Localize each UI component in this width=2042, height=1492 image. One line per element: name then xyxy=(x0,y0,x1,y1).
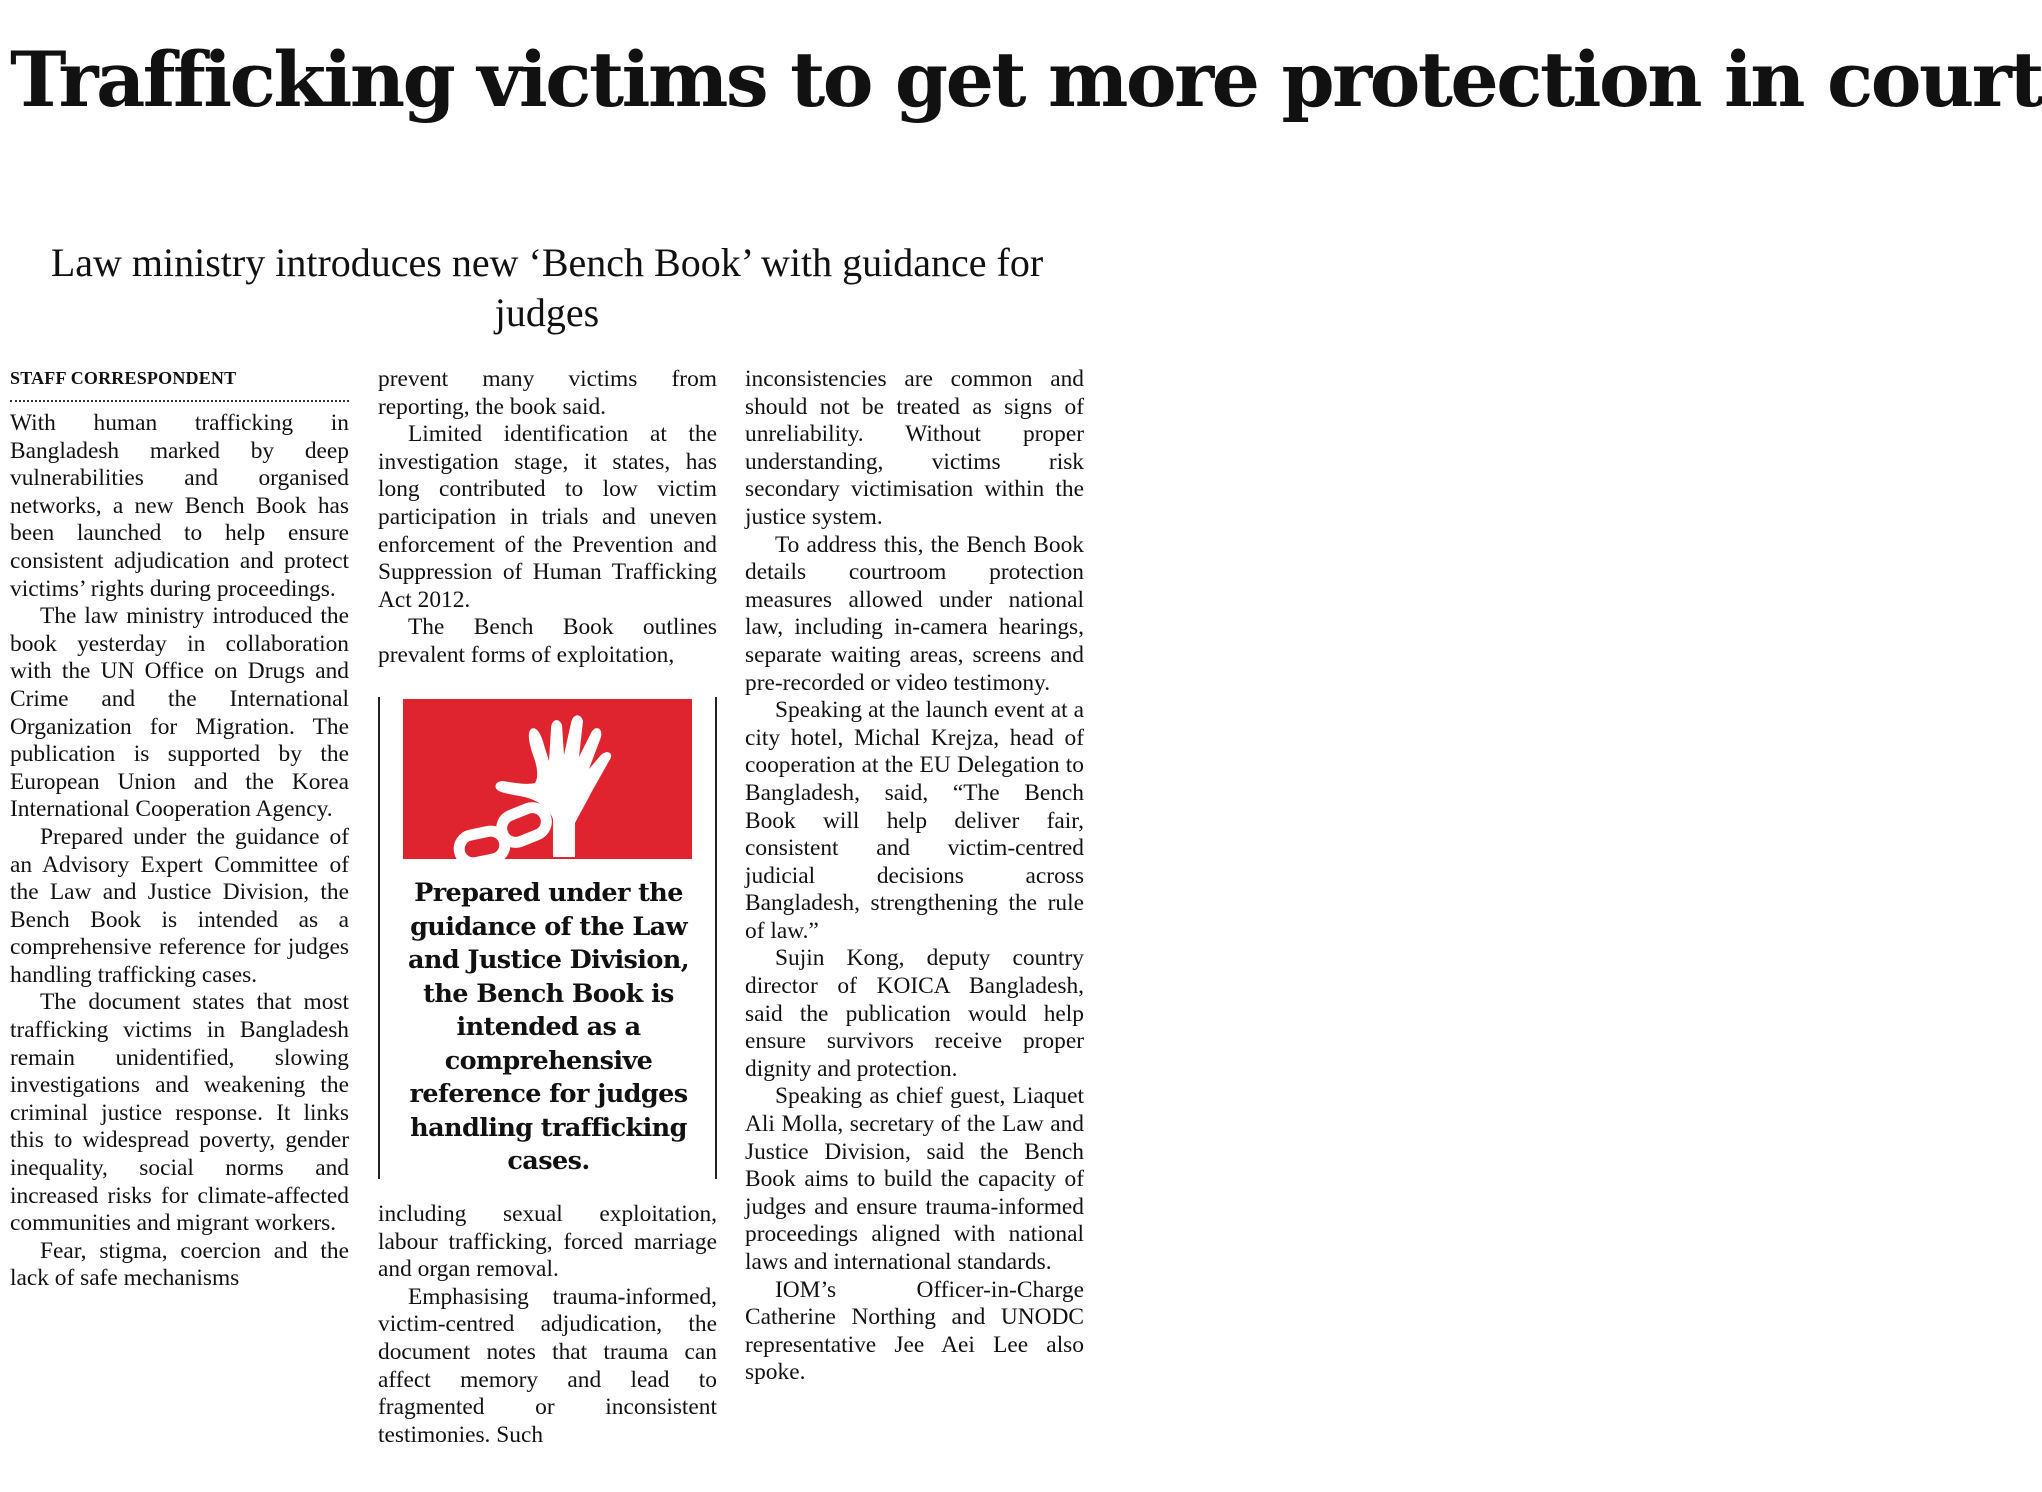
headline: Trafficking victims to get more protection in court xyxy=(10,35,2042,124)
subheadline: Law ministry introduces new ‘Bench Book’ with guidance for judges xyxy=(50,240,1044,335)
paragraph: Sujin Kong, deputy country director of KOICA Bangladesh, said the publication would help ensure survivors receive proper dignity and protection. xyxy=(745,945,1084,1082)
paragraph: With human trafficking in Bangladesh marked by deep vulnerabilities and organised networks, a new Bench Book has been launched to help ensure consistent adjudication and protect victims’ rights during proceedings. xyxy=(10,410,349,602)
paragraph: Speaking as chief guest, Liaquet Ali Molla, secretary of the Law and Justice Division, said the Bench Book aims to build the capacity of judges and ensure trauma-informed proceedings aligned with national laws and international standards. xyxy=(745,1083,1084,1275)
column-3 xyxy=(745,366,1084,1387)
paragraph: Speaking at the launch event at a city hotel, Michal Krejza, head of cooperation at the EU Delegation to Bangladesh, said, “The Bench Book will help deliver fair, consistent and victim-centred judicial decisions across Bangladesh, strengthening the rule of law.” xyxy=(745,697,1084,944)
pull-quote: Prepared under the guidance of the Law and Justice Division, the Bench Book is intended as a comprehensive reference for judges handling trafficking cases. xyxy=(408,878,689,1176)
paragraph: The Bench Book outlines prevalent forms of exploitation, xyxy=(378,614,717,668)
paragraph: Emphasising trauma-informed, victim-centred adjudication, the document notes that trauma can affect memory and lead to fragmented or inconsistent testimonies. Such xyxy=(378,1283,717,1448)
paragraph: including sexual exploitation, labour trafficking, forced marriage and organ removal. xyxy=(378,1201,717,1283)
byline: STAFF CORRESPONDENT xyxy=(10,366,349,402)
paragraph: To address this, the Bench Book details courtroom protection measures allowed under national law, including in-camera hearings, separate waiting areas, screens and pre-recorded or video testimony. xyxy=(745,531,1084,696)
paragraph: inconsistencies are common and should not be treated as signs of unreliability. Without proper understanding, victims risk secondary victimisation within the justice system. xyxy=(745,366,1084,530)
paragraph: The law ministry introduced the book yesterday in collaboration with the UN Office on Drugs and Crime and the International Organization for Migration. The publication is supported by the European Union and the Korea International Cooperation Agency. xyxy=(10,603,349,823)
chained-hand-icon xyxy=(403,699,692,859)
paragraph: prevent many victims from reporting, the book said. xyxy=(378,366,717,420)
paragraph: Limited identification at the investigation stage, it states, has long contributed to low victim participation in trials and uneven enforcement of the Prevention and Suppression of Human Trafficking Act 2012. xyxy=(378,421,717,613)
paragraph: Fear, stigma, coercion and the lack of safe mechanisms xyxy=(10,1237,349,1292)
paragraph: Prepared under the guidance of an Advisory Expert Committee of the Law and Justice Division, the Bench Book is intended as a comprehensive reference for judges handling trafficking cases. xyxy=(10,823,349,988)
pull-quote-box xyxy=(378,697,717,1179)
graphic-panel xyxy=(403,699,692,859)
column-2-top xyxy=(378,366,717,670)
column-2-bottom xyxy=(378,1201,717,1449)
column-1 xyxy=(10,366,349,1293)
paragraph: IOM’s Officer-in-Charge Catherine Northing and UNODC representative Jee Aei Lee also spoke. xyxy=(745,1276,1084,1386)
paragraph: The document states that most trafficking victims in Bangladesh remain unidentified, slowing investigations and weakening the criminal justice response. It links this to widespread poverty, gender inequality, social norms and increased risks for climate-affected communities and migrant workers. xyxy=(10,989,349,1237)
